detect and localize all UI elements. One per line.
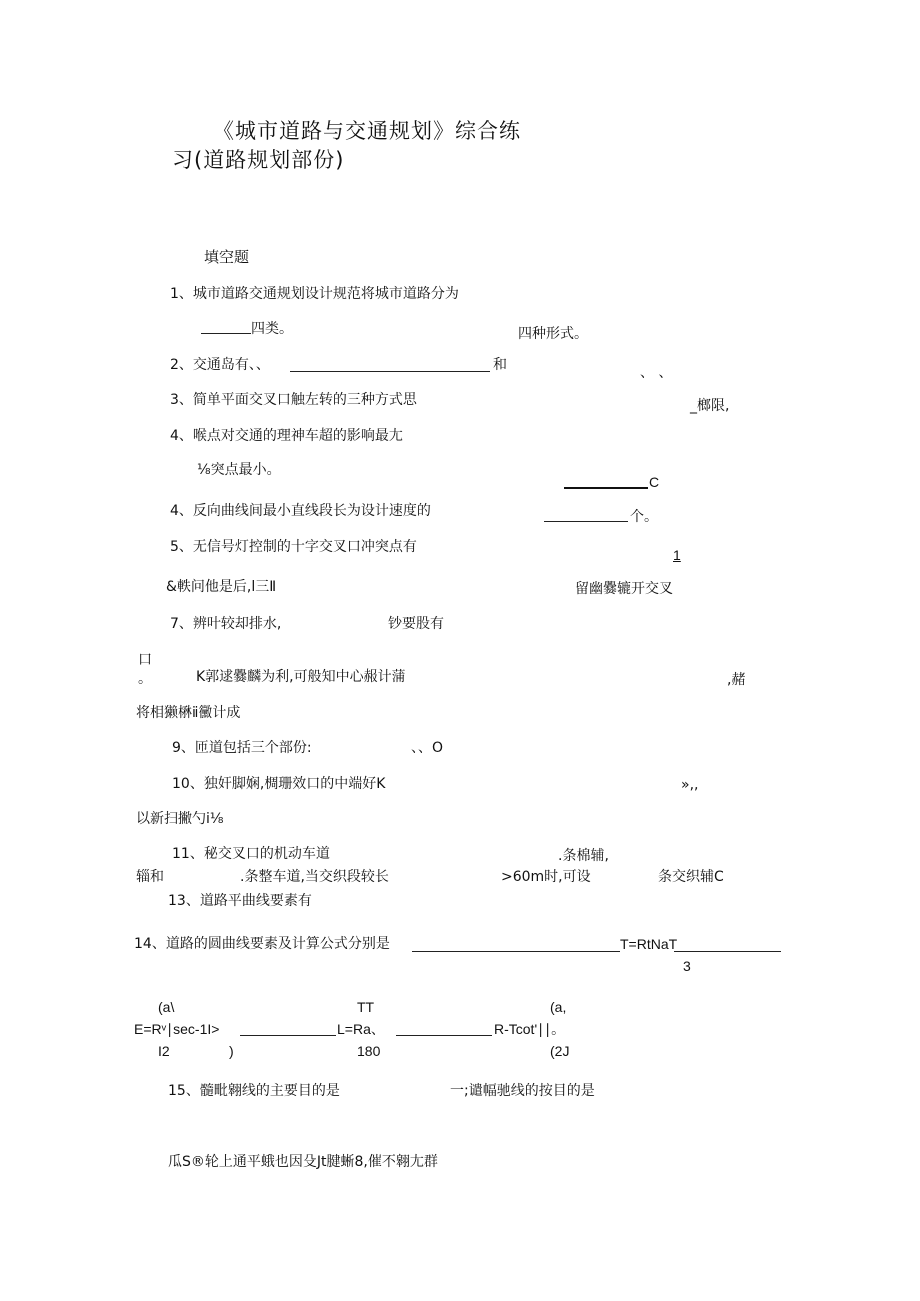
- section-heading: 填空题: [204, 248, 250, 266]
- q4a-text: 4、喉点对交通的理神车超的影响最尢: [170, 428, 403, 444]
- formula-tt: TT: [357, 999, 375, 1015]
- formula-a-open: (a\: [158, 999, 175, 1015]
- q1-right: 四种形式。: [518, 326, 588, 342]
- q1-tail: 四类。: [251, 321, 293, 337]
- formula-i2: I2: [158, 1043, 170, 1059]
- title-line1: 《城市道路与交通规划》综合练: [213, 119, 521, 143]
- q11-l2b: .条整车道,当交织段较长: [240, 869, 389, 885]
- formula-2j: (2J: [550, 1043, 570, 1059]
- q7-mid: 钞要股有: [388, 616, 444, 632]
- q14-blank2: [674, 951, 781, 952]
- formula-r-expr: R-Tcot'∣∣。: [494, 1021, 566, 1037]
- q1-text: 1、城市道路交通规划设计规范将城市道路分为: [170, 286, 459, 302]
- formula-blank1: [240, 1035, 336, 1036]
- q9-right: 、、O: [411, 740, 444, 756]
- title-line2: 习(道路规划部份): [172, 148, 345, 172]
- q8-right: ,赭: [727, 672, 746, 688]
- q14-sub3: 3: [683, 958, 691, 974]
- q14-blank1: [412, 951, 620, 952]
- q8-dot: 。: [138, 671, 152, 687]
- q8-cont: 将相獭楙ⅱ黴计成: [136, 705, 241, 721]
- q2-tail: 和: [493, 357, 507, 373]
- q5-text: 5、无信号灯控制的十字交叉口冲突点有: [170, 539, 417, 555]
- q2-text: 2、交通岛有、、: [170, 357, 270, 373]
- formula-paren: ): [229, 1043, 234, 1059]
- formula-l-expr: L=Ra、: [337, 1021, 385, 1037]
- q4b-text: 4、反向曲线间最小直线段长为设计速度的: [170, 503, 431, 519]
- q15-right: 一;谴幅驰线的按目的是: [450, 1083, 595, 1099]
- q4a-right: C: [649, 474, 660, 490]
- q6-text: &軼问他是后,l三Ⅱ: [166, 579, 277, 595]
- q4b-blank: [544, 521, 628, 522]
- q2-right: 、 、: [640, 365, 673, 381]
- q4b-right: 个。: [630, 509, 658, 525]
- q14-formula1: T=RtNaT: [620, 936, 678, 952]
- q11-right: .条棉辅,: [558, 848, 609, 864]
- q11-l2a: 辎和: [136, 869, 164, 885]
- q5-right: 1: [673, 547, 681, 563]
- formula-e-expr: E=Rᵛ∣sec-1I>: [134, 1021, 220, 1037]
- q16-text: 瓜S®轮上通平蛾也因殳Jt腱蜥8,催不翱尢群: [168, 1154, 438, 1170]
- q14-text: 14、道路的圆曲线要素及计算公式分别是: [134, 936, 390, 952]
- q3-right: _榔限,: [690, 398, 730, 414]
- formula-a-comma: (a,: [550, 999, 567, 1015]
- q9-text: 9、匝道包括三个部份:: [172, 740, 312, 756]
- q10-right: »,,: [681, 777, 699, 793]
- q8-pre: 口: [138, 652, 152, 668]
- q11-l2d: 条交织辅C: [658, 869, 724, 885]
- q10-cont: 以新扫撇勺i⅛: [136, 811, 224, 827]
- q7-text: 7、辨叶较却排水,: [170, 616, 282, 632]
- q4a-sub: ⅛突点最小。: [197, 462, 281, 478]
- q4a-blank: [564, 487, 648, 489]
- q1-blank: [201, 333, 251, 334]
- q11-l2c: >60m时,可设: [501, 869, 591, 885]
- q11-text: 11、秘交叉口的机动车道: [172, 846, 330, 862]
- q13-text: 13、道路平曲线要素有: [168, 893, 312, 909]
- q6-right: 留幽爨辘开交叉: [575, 581, 673, 597]
- q15-text: 15、髓毗翱线的主要目的是: [168, 1083, 340, 1099]
- q3-text: 3、简单平面交叉口触左转的三种方式思: [170, 392, 417, 408]
- q2-blank: [290, 371, 490, 372]
- formula-180: 180: [357, 1043, 381, 1059]
- q8-text: K郭逑爨麟为利,可般知中心赧计蒲: [196, 669, 406, 685]
- q10-text: 10、独奸脚娴,椆珊效口的中端好K: [172, 776, 386, 792]
- formula-blank2: [396, 1035, 492, 1036]
